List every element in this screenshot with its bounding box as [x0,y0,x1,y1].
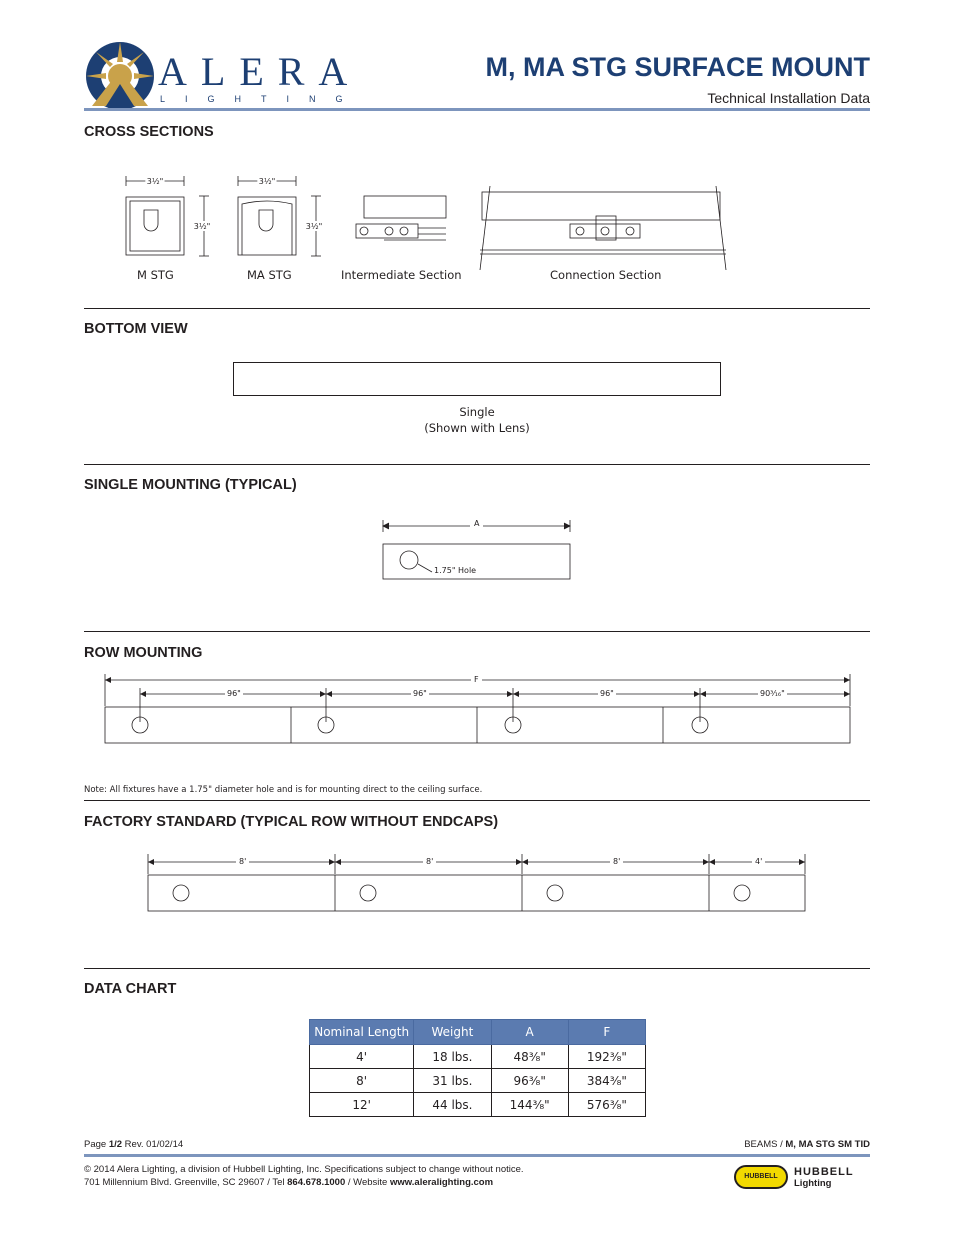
table-cell: 44 lbs. [414,1093,491,1117]
website-prefix: / Website [345,1177,390,1188]
label-connection-section: Connection Section [550,268,662,282]
label-ma-stg: MA STG [247,268,292,282]
row-span-3: 96" [600,689,614,698]
table-cell: 8' [310,1069,414,1093]
footer-rule [84,1154,870,1157]
table-cell: 18 lbs. [414,1045,491,1069]
copyright-line: © 2014 Alera Lighting, a division of Hubbell Lighting, Inc. Specifications subject to change without notice. [84,1164,524,1175]
factory-span-1: 8' [236,857,249,866]
dim-width-ma-stg: 3½" [258,177,276,186]
row-span-2: 96" [413,689,427,698]
table-cell: 12' [310,1093,414,1117]
bottom-view-fixture [233,362,721,396]
column-header: F [568,1020,645,1045]
factory-span-3: 8' [610,857,623,866]
table-cell: 4' [310,1045,414,1069]
dim-label-f: F [471,675,482,684]
table-cell: 31 lbs. [414,1069,491,1093]
table-cell: 144³⁄₈" [491,1093,568,1117]
bottom-view-caption-line1: Single [459,405,495,419]
factory-span-4: 4' [752,857,765,866]
phone-number: 864.678.1000 [287,1177,346,1188]
address: 701 Millennium Blvd. Greenville, SC 29607 / Tel [84,1177,288,1188]
table-cell: 48³⁄₈" [491,1045,568,1069]
table-cell: 576³⁄₈" [568,1093,645,1117]
dim-label-a: A [470,519,483,528]
section-heading-single-mounting: SINGLE MOUNTING (TYPICAL) [84,477,297,493]
document-code [744,1139,870,1150]
hubbell-badge-text: HUBBELL [744,1173,778,1180]
revision: Rev. 01/02/14 [122,1139,184,1150]
table-cell: 384³⁄₈" [568,1069,645,1093]
header-rule [84,108,870,111]
data-chart-table [309,1019,646,1117]
document-subtitle: Technical Installation Data [707,90,870,106]
section-heading-bottom-view: BOTTOM VIEW [84,321,188,337]
section-divider [84,631,870,632]
logo-wordmark: ALERA [158,49,362,94]
website-link[interactable]: www.aleralighting.com [389,1177,494,1188]
column-header: Weight [414,1020,491,1045]
section-heading-data-chart: DATA CHART [84,981,177,997]
dim-width-m-stg: 3½" [146,177,164,186]
hubbell-badge-icon [734,1165,788,1189]
dim-height-ma-stg: 3½" [305,222,323,231]
dim-height-m-stg: 3½" [193,222,211,231]
hubbell-subtext: Lighting [794,1178,832,1189]
page-prefix: Page [84,1139,109,1150]
hole-label: 1.75" Hole [434,566,477,575]
table-cell: 96³⁄₈" [491,1069,568,1093]
page-info [84,1139,183,1150]
column-header: Nominal Length [310,1020,414,1045]
row-span-1: 96" [227,689,241,698]
section-divider [84,800,870,801]
page-number: 1/2 [108,1139,123,1150]
table-row [310,1069,646,1093]
section-heading-cross-sections: CROSS SECTIONS [84,124,214,140]
sunburst-icon [82,40,162,108]
section-heading-factory-standard: FACTORY STANDARD (TYPICAL ROW WITHOUT ENDCAPS) [84,814,499,830]
label-intermediate-section: Intermediate Section [341,268,462,282]
table-row [310,1045,646,1069]
hubbell-wordmark: HUBBELL [794,1166,854,1178]
label-m-stg: M STG [137,268,174,282]
factory-span-2: 8' [423,857,436,866]
hubbell-logo [734,1163,870,1193]
table-header-row [310,1020,646,1045]
table-row [310,1093,646,1117]
mounting-note: Note: All fixtures have a 1.75" diameter hole and is for mounting direct to the ceiling surface. [84,785,483,795]
section-divider [84,968,870,969]
logo-subtext: LIGHTING [160,94,363,104]
table-cell: 192³⁄₈" [568,1045,645,1069]
alera-logo [82,40,363,110]
doc-code: M, MA STG SM TID [785,1139,870,1150]
bottom-view-caption-line2: (Shown with Lens) [424,421,530,435]
cross-section-drawings [84,170,764,270]
section-divider [84,464,870,465]
row-span-4: 90³⁄₁₆" [760,689,785,698]
section-heading-row-mounting: ROW MOUNTING [84,645,203,661]
section-divider [84,308,870,309]
contact-line [84,1177,493,1188]
document-title: M, MA STG SURFACE MOUNT [485,52,870,82]
doc-code-prefix: BEAMS / [744,1139,786,1150]
column-header: A [491,1020,568,1045]
